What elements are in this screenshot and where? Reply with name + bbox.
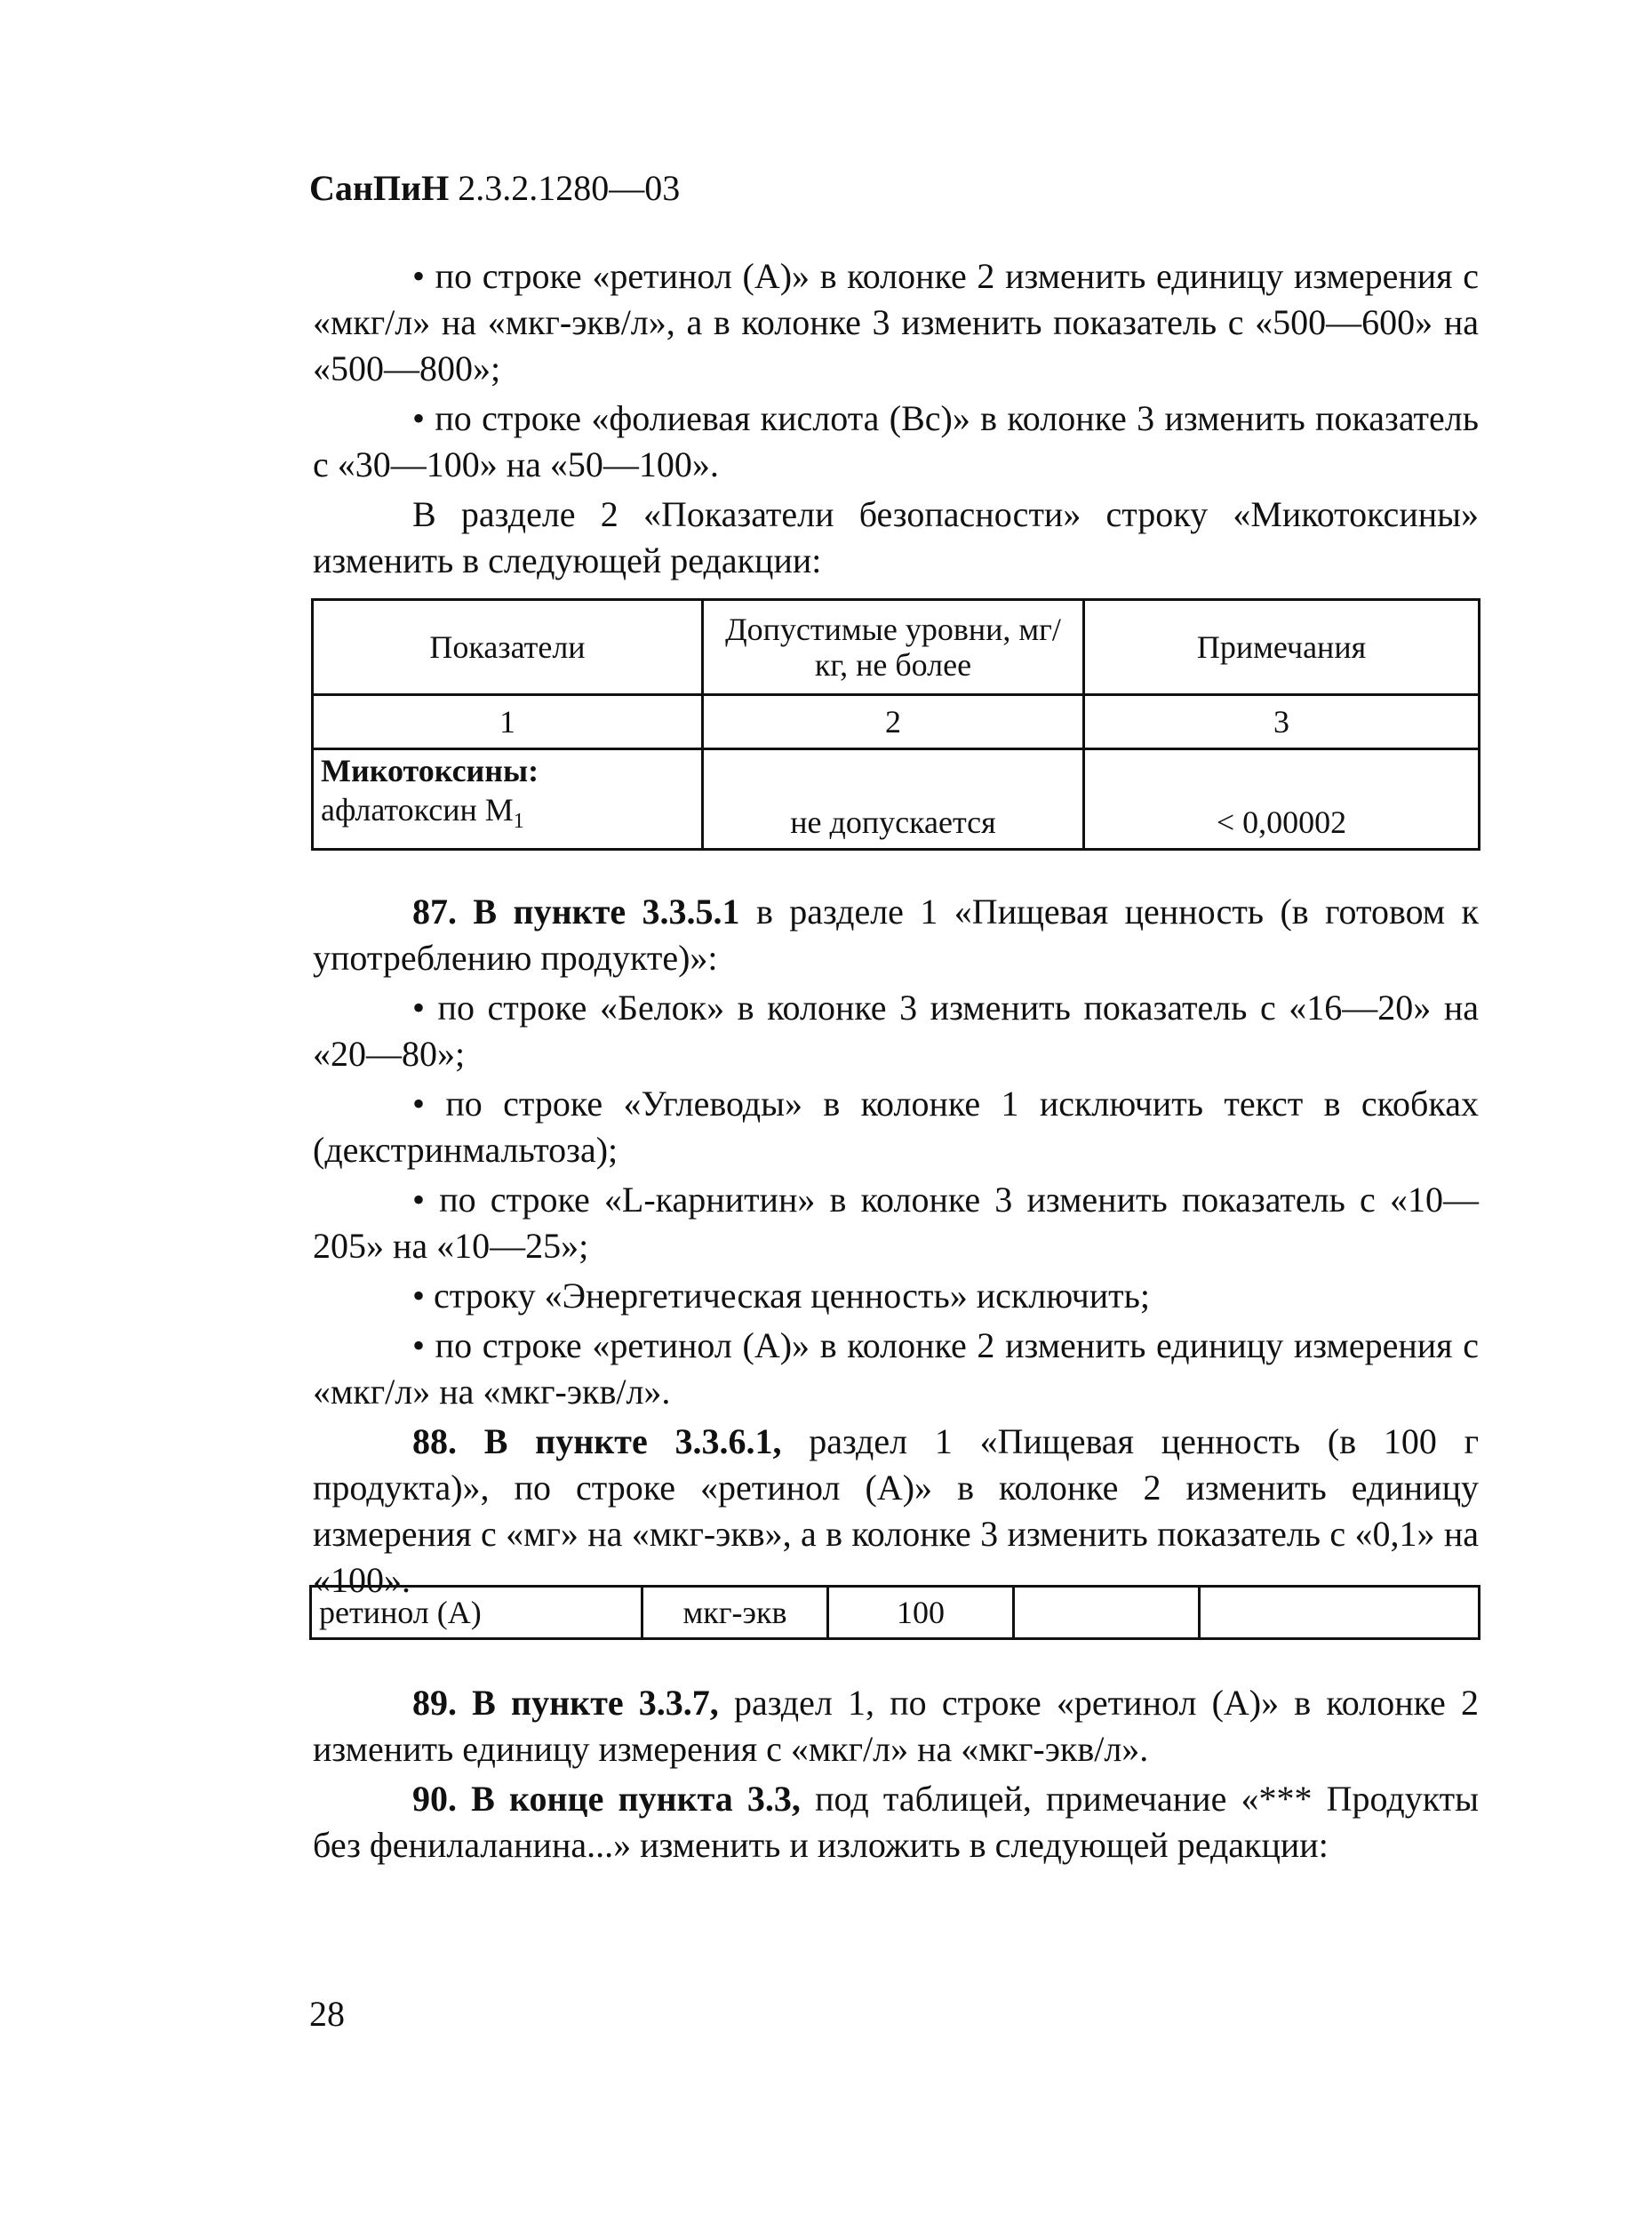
header-cell-notes: Примечания	[1084, 600, 1480, 695]
table-row	[313, 749, 1480, 850]
aflatoxin-subscript: 1	[513, 810, 524, 833]
paragraph-87	[313, 889, 1479, 981]
page-number: 28	[309, 1994, 345, 2034]
mycotoxins-table	[311, 598, 1480, 851]
document-header	[309, 165, 680, 212]
paragraph-88-text: раздел 1 «Пищевая ценность (в 100 г продукта)», по строке «ретинол (А)» в колонке 2 изменить единицу измерения с «мг» на «мкг-экв», а в колонке 3 изменить показатель с «0,1» на «100».	[313, 1421, 1479, 1600]
section2-paragraph: В разделе 2 «Показатели безопасности» строку «Микотоксины» изменить в следующей редакции:	[313, 494, 1479, 580]
bullet-protein: • по строке «Белок» в колонке 3 изменить показатель с «16—20» на «20—80»;	[313, 988, 1479, 1074]
aflatoxin-label: афлатоксин M	[321, 791, 514, 828]
table-row	[311, 1587, 1480, 1639]
cell-retinol-unit: мкг-экв	[642, 1587, 828, 1639]
paragraph-90-text: под таблицей, примечание «*** Продукты без фенилаланина...» изменить и изложить в следующей редакции:	[313, 1779, 1479, 1865]
header-cell-indicators: Показатели	[313, 600, 703, 695]
cell-level: не допускается	[703, 749, 1084, 850]
paragraph-89	[313, 1680, 1479, 1772]
bullet-retinol: • по строке «ретинол (А)» в колонке 2 изменить единицу измерения с «мкг/л» на «мкг-экв/л», а в колонке 3 изменить показатель с «500—600» на «500—800»;	[313, 256, 1479, 388]
paragraph-87-number: 87. В пункте 3.3.5.1	[412, 892, 740, 932]
main-text-block	[313, 889, 1479, 1607]
cell-empty	[1014, 1587, 1200, 1639]
bullet-retinol-unit: • по строке «ретинол (А)» в колонке 2 изменить единицу измерения с «мкг/л» на «мкг-экв/л».	[313, 1325, 1479, 1412]
column-number: 2	[703, 695, 1084, 749]
bullet-folic-acid: • по строке «фолиевая кислота (Вс)» в колонке 3 изменить показатель с «30—100» на «50—100».	[313, 398, 1479, 484]
column-number: 3	[1084, 695, 1480, 749]
top-text-block	[313, 253, 1479, 588]
retinol-table	[309, 1585, 1480, 1640]
paragraph-88	[313, 1419, 1479, 1604]
table-header-row	[313, 600, 1480, 695]
cell-empty	[1200, 1587, 1480, 1639]
header-code-rest: 2.3.2.1280—03	[449, 168, 681, 208]
header-cell-levels: Допустимые уровни, мг/кг, не более	[703, 600, 1084, 695]
paragraph-87-text: в разделе 1 «Пищевая ценность (в готовом к употреблению продукте)»:	[313, 892, 1479, 978]
bottom-text-block	[313, 1680, 1479, 1872]
paragraph-88-number: 88. В пункте 3.3.6.1,	[412, 1421, 782, 1461]
mycotoxins-label: Микотоксины:	[321, 752, 539, 788]
cell-retinol-name: ретинол (А)	[311, 1587, 642, 1639]
cell-mycotoxin-name	[313, 749, 703, 850]
paragraph-89-text: раздел 1, по строке «ретинол (А)» в колонке 2 изменить единицу измерения с «мкг/л» на «мкг-экв/л».	[313, 1683, 1479, 1769]
header-code-bold: СанПиН	[309, 168, 450, 208]
bullet-energy-value: • строку «Энергетическая ценность» исключить;	[412, 1276, 1150, 1316]
cell-note: < 0,00002	[1084, 749, 1480, 850]
column-number: 1	[313, 695, 703, 749]
bullet-l-carnitine: • по строке «L-карнитин» в колонке 3 изменить показатель с «10—205» на «10—25»;	[313, 1180, 1479, 1266]
bullet-carbohydrates: • по строке «Углеводы» в колонке 1 исключить текст в скобках (декстринмальтоза);	[313, 1084, 1479, 1170]
paragraph-89-number: 89. В пункте 3.3.7,	[412, 1683, 719, 1723]
cell-retinol-value: 100	[828, 1587, 1014, 1639]
table-number-row	[313, 695, 1480, 749]
paragraph-90-number: 90. В конце пункта 3.3,	[412, 1779, 801, 1819]
paragraph-90	[313, 1776, 1479, 1868]
